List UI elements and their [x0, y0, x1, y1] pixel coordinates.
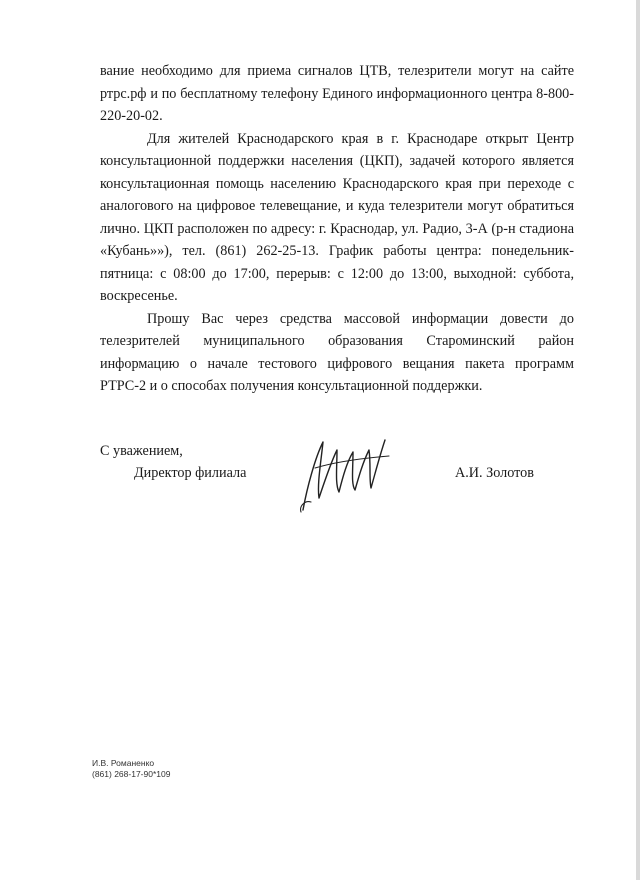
paragraph-continuation: вание необходимо для приема сигналов ЦТВ, телезрители могут на сайте ртрс.рф и по бесплатному телефону Единого информационного центра 8-800-220-20-02. — [100, 63, 574, 124]
handwritten-signature — [285, 428, 395, 518]
executor-phone: (861) 268-17-90*109 — [92, 769, 171, 779]
paragraph-consultation-center: Для жителей Краснодарского края в г. Краснодаре открыт Центр консультационной поддержки населения (ЦКП), задачей которого является консультационная помощь населению Краснодарского края при переходе с аналогового на цифровое телевещание, и куда телезрители могут обратиться лично. ЦКП расположен по адресу: г. Краснодар, ул. Радио, 3-А (р-н стадиона «Кубань»»), тел. (861) 262-25-13. График работы центра: понедельник-пятница: с 08:00 до 17:00, перерыв: с 12:00 до 13:00, выходной: суббота, воскресенье. — [100, 130, 574, 304]
executor-footer — [92, 758, 170, 780]
paragraph-request: Прошу Вас через средства массовой информации довести до телезрителей муниципального образования Староминский район информацию о начале тестового цифрового вещания пакета программ РТРС-2 и о способах получения консультационной поддержки. — [100, 310, 574, 394]
signer-name: А.И. Золотов — [455, 465, 534, 481]
letter-body — [100, 60, 574, 398]
signer-position: Директор филиала — [134, 465, 247, 481]
closing-phrase: С уважением, — [100, 443, 183, 459]
executor-name: И.В. Романенко — [92, 758, 155, 768]
page-edge — [636, 0, 640, 880]
